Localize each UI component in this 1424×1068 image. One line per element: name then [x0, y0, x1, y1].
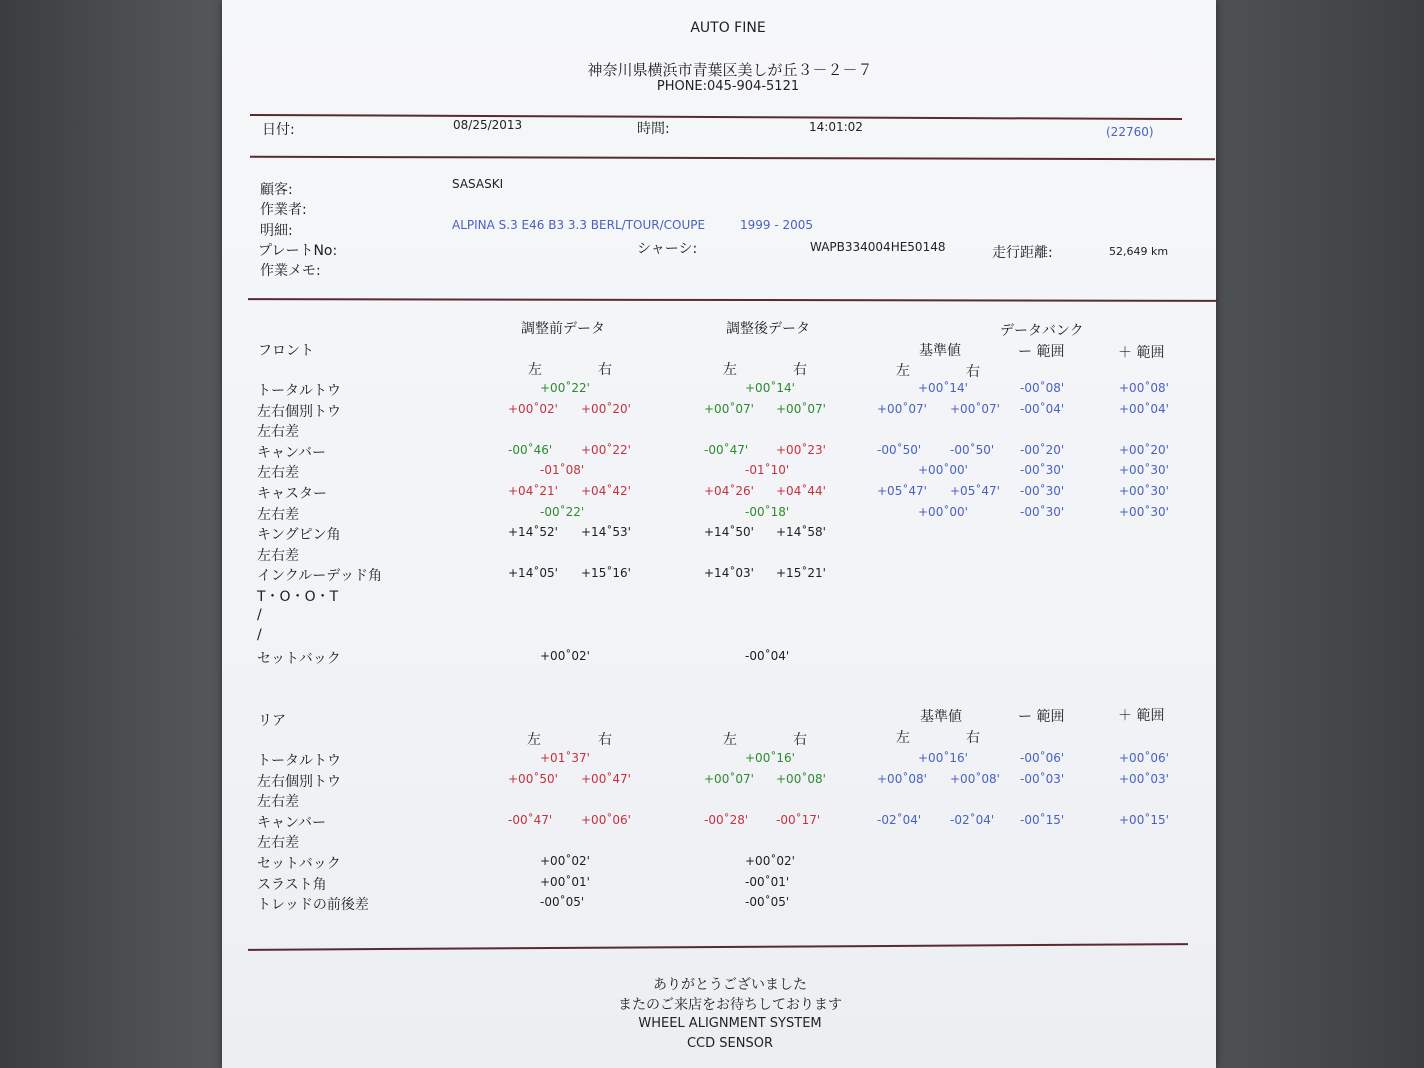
rear-value-al: -00˚28' [704, 812, 749, 827]
front-value-pl: +00˚30' [1119, 504, 1169, 519]
rear-value-pl: +00˚15' [1119, 812, 1169, 827]
front-value-sl: +00˚07' [877, 401, 927, 416]
chassis-value: WAPB334004HE50148 [810, 240, 946, 254]
front-value-al: +14˚50' [704, 525, 754, 540]
vehicle-detail: ALPINA S.3 E46 B3 3.3 BERL/TOUR/COUPE [452, 218, 706, 232]
mileage-label: 走行距離: [992, 245, 1053, 261]
front-value-bl: -00˚46' [508, 442, 553, 457]
front-before-right: 右 [598, 362, 612, 378]
front-value-mn: -00˚08' [1020, 381, 1065, 395]
company-name: AUTO FINE [690, 20, 766, 36]
front-row-label: セットバック [257, 650, 341, 667]
footer-thanks: ありがとうございました [653, 977, 807, 993]
front-value-mn: -00˚30' [1020, 504, 1065, 519]
front-value-mn: -00˚20' [1020, 442, 1065, 457]
rear-value-bl: +00˚50' [508, 771, 558, 786]
front-value-sl: +05˚47' [877, 484, 927, 498]
customer-value: SASASKI [452, 177, 504, 191]
before-data-header: 調整前データ [521, 321, 605, 337]
front-value-mn: -00˚04' [1020, 401, 1065, 416]
plate-label: プレートNo: [258, 243, 338, 259]
rear-minus-range-header: ー 範囲 [1018, 709, 1065, 725]
front-value-sl: -00˚50' [877, 442, 922, 457]
front-row-label: 左右個別トウ [257, 403, 341, 420]
front-row-label: キャスター [257, 486, 327, 502]
front-value-ar: +04˚44' [776, 484, 826, 498]
rear-value-ac: +00˚02' [745, 854, 795, 868]
rear-before-left: 左 [527, 732, 541, 748]
front-value-bl: +00˚02' [508, 401, 558, 416]
rear-value-sc: +00˚16' [918, 751, 968, 765]
rear-after-right: 右 [793, 732, 807, 748]
front-value-ac: +00˚14' [745, 381, 795, 395]
rear-value-sl: -02˚04' [877, 812, 922, 827]
after-data-header: 調整後データ [726, 321, 810, 337]
rear-value-br: +00˚06' [581, 812, 631, 827]
customer-label: 顧客: [260, 182, 293, 198]
footer-sensor-type: CCD SENSOR [686, 1036, 773, 1051]
rear-value-sl: +00˚08' [877, 771, 927, 786]
vehicle-years: 1999 - 2005 [740, 218, 814, 232]
rear-value-ar: +00˚08' [776, 771, 826, 786]
rear-row-label: 左右差 [257, 794, 299, 811]
front-value-pl: +00˚30' [1119, 484, 1169, 498]
time-label: 時間: [637, 121, 670, 137]
front-value-al: +04˚26' [704, 484, 754, 498]
front-value-bl: +14˚52' [508, 525, 558, 540]
front-row-label: キングピン角 [257, 527, 341, 544]
rear-standard-left: 左 [896, 730, 910, 746]
front-value-bc: -00˚22' [540, 504, 585, 519]
date-label: 日付: [262, 122, 295, 138]
rear-standard-right: 右 [966, 730, 980, 746]
company-address: 神奈川県横浜市青葉区美しが丘３－２－７ [587, 61, 873, 79]
front-standard-header: 基準値 [919, 343, 961, 359]
front-before-left: 左 [528, 362, 542, 378]
date-value: 08/25/2013 [453, 118, 523, 132]
databank-header: データバンク [1000, 323, 1084, 339]
front-value-al: +14˚03' [704, 566, 754, 581]
front-standard-left: 左 [896, 363, 910, 379]
front-value-bc: +00˚22' [540, 381, 590, 395]
front-value-ac: -00˚18' [745, 504, 790, 519]
rear-value-bc: +00˚01' [540, 874, 590, 889]
front-value-mn: -00˚30' [1020, 484, 1065, 498]
rear-value-bc: +00˚02' [540, 854, 590, 868]
rear-value-sr: +00˚08' [950, 771, 1000, 786]
footer-welcome-back: またのご来店をお待ちしております [618, 997, 842, 1013]
rear-value-sr: -02˚04' [950, 812, 995, 827]
front-after-right: 右 [793, 362, 807, 378]
rear-value-ac: -00˚01' [745, 874, 790, 889]
front-row-label: / [257, 627, 262, 644]
front-row-label: 左右差 [257, 547, 299, 564]
front-value-sr: +00˚07' [950, 401, 1000, 416]
rear-value-al: +00˚07' [704, 771, 754, 786]
rear-plus-range-header: ＋ 範囲 [1118, 708, 1165, 724]
front-value-ac: -00˚04' [745, 648, 790, 663]
front-after-left: 左 [723, 362, 737, 378]
rear-row-label: スラスト角 [257, 876, 327, 893]
front-row-label: 左右差 [257, 506, 299, 523]
rear-row-label: 左右個別トウ [257, 773, 341, 790]
front-value-ar: +14˚58' [776, 525, 826, 540]
chassis-label: シャーシ: [637, 241, 698, 257]
front-row-label: インクルーデッド角 [257, 568, 383, 585]
rear-value-bc: -00˚05' [540, 895, 585, 910]
front-value-bc: +00˚02' [540, 648, 590, 663]
detail-label: 明細: [260, 223, 293, 239]
front-value-br: +15˚16' [581, 566, 631, 581]
rear-row-label: キャンバー [257, 814, 327, 831]
front-value-ar: +00˚07' [776, 401, 826, 416]
front-value-bc: -01˚08' [540, 463, 585, 478]
front-row-label: 左右差 [257, 465, 299, 482]
front-value-pl: +00˚30' [1119, 463, 1169, 478]
front-value-sc: +00˚14' [918, 381, 968, 395]
rear-value-mn: -00˚03' [1020, 771, 1065, 786]
front-value-al: -00˚47' [704, 442, 749, 457]
rear-value-ac: +00˚16' [745, 751, 795, 765]
front-value-pl: +00˚04' [1119, 401, 1169, 416]
front-value-bl: +14˚05' [508, 566, 558, 581]
rear-section-title: リア [258, 713, 286, 729]
front-row-label: トータルトウ [257, 383, 341, 399]
front-value-bl: +04˚21' [508, 484, 558, 498]
front-value-mn: -00˚30' [1020, 463, 1065, 478]
front-value-sr: +05˚47' [950, 484, 1000, 498]
rear-value-br: +00˚47' [581, 771, 631, 786]
rear-value-ar: -00˚17' [776, 812, 821, 827]
rear-value-mn: -00˚15' [1020, 812, 1065, 827]
front-value-sc: +00˚00' [918, 504, 968, 519]
rear-value-pl: +00˚06' [1119, 751, 1169, 765]
footer-system-name: WHEEL ALIGNMENT SYSTEM [638, 1016, 822, 1031]
front-value-sc: +00˚00' [918, 463, 968, 478]
front-value-br: +14˚53' [581, 525, 631, 540]
rear-value-pl: +00˚03' [1119, 771, 1169, 786]
company-phone: PHONE:045-904-5121 [656, 79, 800, 94]
rear-row-label: トレッドの前後差 [257, 897, 369, 914]
rear-value-ac: -00˚05' [745, 895, 790, 910]
front-value-ac: -01˚10' [745, 463, 790, 478]
rear-before-right: 右 [598, 732, 612, 748]
front-value-ar: +00˚23' [776, 442, 826, 457]
rear-after-left: 左 [723, 732, 737, 748]
front-value-br: +00˚20' [581, 401, 631, 416]
front-value-pl: +00˚20' [1119, 442, 1169, 457]
rear-value-bc: +01˚37' [540, 751, 590, 765]
rear-value-mn: -00˚06' [1020, 751, 1065, 765]
rear-standard-header: 基準値 [920, 709, 962, 725]
front-minus-range-header: ー 範囲 [1018, 344, 1065, 360]
record-number: (22760) [1106, 125, 1154, 139]
front-value-br: +00˚22' [581, 442, 631, 457]
front-value-br: +04˚42' [581, 484, 631, 498]
front-row-label: T・O・O・T [257, 589, 339, 605]
front-section-title: フロント [258, 343, 314, 359]
front-row-label: 左右差 [257, 424, 299, 441]
rear-value-bl: -00˚47' [508, 812, 553, 827]
front-standard-right: 右 [966, 364, 980, 380]
front-plus-range-header: ＋ 範囲 [1118, 345, 1165, 361]
mileage-value: 52,649 km [1109, 245, 1169, 258]
front-value-ar: +15˚21' [776, 566, 826, 581]
rear-row-label: セットバック [257, 856, 341, 872]
front-value-pl: +00˚08' [1119, 381, 1169, 395]
front-row-label: / [257, 606, 262, 623]
worker-label: 作業者: [260, 202, 307, 218]
rear-row-label: 左右差 [257, 835, 299, 852]
front-row-label: キャンバー [257, 444, 327, 461]
rear-row-label: トータルトウ [257, 753, 341, 769]
front-value-al: +00˚07' [704, 401, 754, 416]
front-value-sr: -00˚50' [950, 442, 995, 457]
memo-label: 作業メモ: [260, 263, 321, 279]
time-value: 14:01:02 [809, 120, 863, 134]
